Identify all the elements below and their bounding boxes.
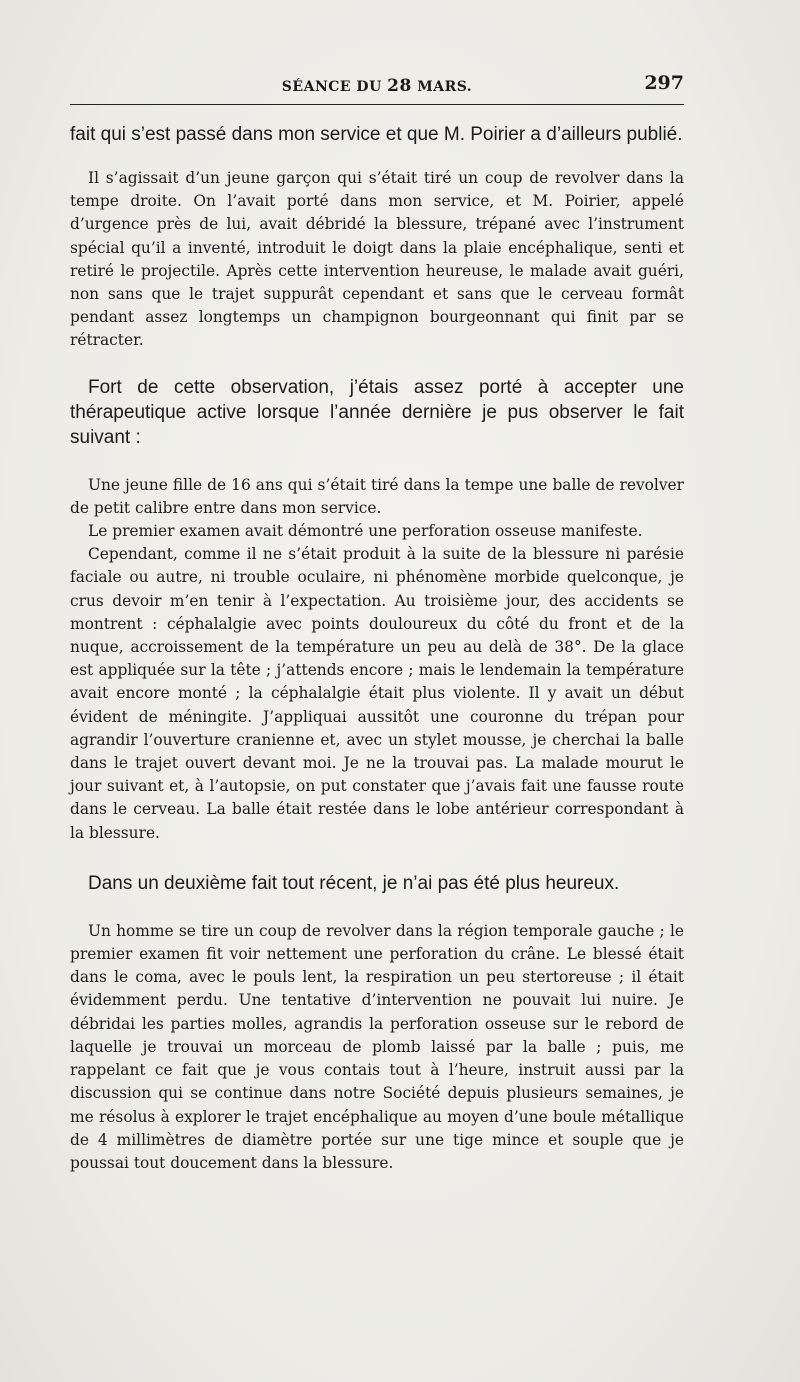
paragraph-second-case-exam: Le premier examen avait démontré une perforation osseuse manifeste. xyxy=(88,522,643,541)
paragraph-first-case: Il s’agissait d’un jeune garçon qui s’était tiré un coup de revolver dans la tempe droite. On l’avait porté dans mon service, et M. Poirier, appelé d’urgence près de lui, avait débridé la blessure, trépané avec l’instrument spécial qu’il a inventé, introduit le doigt dans la plaie encéphalique, senti et retiré le projectile. Après cette intervention heureuse, le malade avait guéri, non sans que le trajet suppurât cependant et sans que le cerveau formât pendant assez longtemps un champignon bourgeonnant qui finit par se rétracter. xyxy=(70,169,684,350)
page-header xyxy=(70,72,684,102)
header-rule xyxy=(70,104,684,105)
paragraph-continuation: fait qui s’est passé dans mon service et que M. Poirier a d’ailleurs publié. xyxy=(70,124,683,145)
paragraph-second-case-course: Cependant, comme il ne s’était produit à la suite de la blessure ni parésie faciale ou autre, ni trouble oculaire, ni phénomène morbide quelconque, je crus devoir m’en tenir à l’expectation. Au troisième jour, des accidents se montrent : céphalalgie avec points douloureux du côté du front et de la nuque, accroissement de la température un peu au delà de 38°. De la glace est appliquée sur la tête ; j’attends encore ; mais le lendemain la température avait encore monté ; la céphalalgie était plus violente. Il y avait un début évident de méningite. J’appliquai aussitôt une couronne du trépan pour agrandir l’ouverture cranienne et, avec un stylet mousse, je cherchai la balle dans le trajet ouvert devant moi. Je ne la trouvai pas. La malade mourut le jour suivant et, à l’autopsie, on put constater que j’avais fait une fausse route dans le cerveau. La balle était restée dans le lobe antérieur correspondant à la blessure. xyxy=(70,545,684,842)
running-title-suffix: MARS. xyxy=(417,79,473,95)
running-title-prefix: SÉANCE DU xyxy=(281,79,382,95)
page-body xyxy=(70,122,684,1175)
paragraph-third-case: Un homme se tire un coup de revolver dans la région temporale gauche ; le premier examen fit voir nettement une perforation du crâne. Le blessé était dans le coma, avec le pouls lent, la respiration un peu stertoreuse ; il était évidemment perdu. Une tentative d’intervention ne pouvait lui nuire. Je débridai les parties molles, agrandis la perforation osseuse sur le rebord de laquelle je trouvai un morceau de plomb laissé par la balle ; puis, me rappelant ce fait que je vous contais tout à l’heure, instruit aussi par la discussion qui se continue dans notre Société depuis plusieurs semaines, je me résolus à explorer le trajet encéphalique au moyen d’une boule métallique de 4 millimètres de diamètre portée sur une tige mince et souple que je poussai tout doucement dans la blessure. xyxy=(70,921,684,1172)
running-title xyxy=(70,76,684,96)
paragraph-second-case-intro: Une jeune fille de 16 ans qui s’était tiré dans la tempe une balle de revolver de petit calibre entre dans mon service. xyxy=(70,475,684,517)
page-number: 297 xyxy=(644,72,684,94)
running-title-day: 28 xyxy=(387,76,412,96)
paragraph-third-case-intro: Dans un deuxième fait tout récent, je n’ai pas été plus heureux. xyxy=(88,872,620,894)
paragraph-transition: Fort de cette observation, j’étais assez porté à accepter une thérapeutique active lorsque l’année dernière je pus observer le fait suivant : xyxy=(70,376,684,448)
